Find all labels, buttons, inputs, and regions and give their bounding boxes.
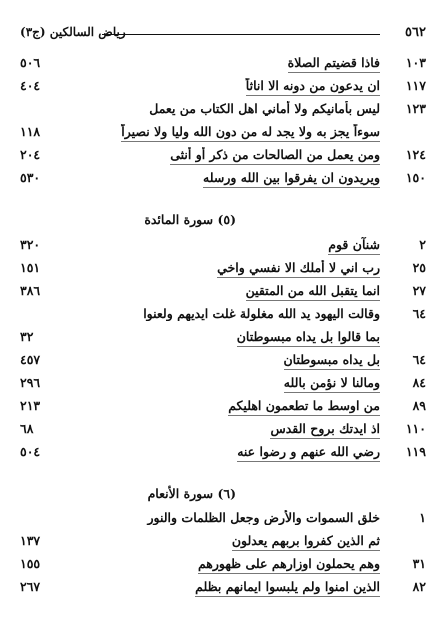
index-row [20,556,426,578]
verse-number: ١٢٣ [405,101,426,116]
verse-text [98,147,380,165]
index-row [20,398,426,420]
verse-number: ١١٩ [405,444,426,459]
section-title [20,212,426,232]
verse-number: ٨٤ [412,375,426,390]
verse-text-content: الذين امنوا ولم يلبسوا ايمانهم بظلم [195,579,380,597]
page-ref: ١١٨ [20,124,41,139]
verse-text [98,101,380,116]
index-row [20,579,426,601]
index-row [20,533,426,555]
index-row [20,421,426,443]
index-row [20,101,426,123]
verse-number: ٢٧ [412,283,426,298]
verse-text-content: رضي الله عنهم و رضوا عنه [237,444,380,462]
verse-text [98,421,380,439]
page-ref: ٣٨٦ [20,283,41,298]
verse-number: ١١٠ [405,421,426,436]
verse-number: ١ [419,510,426,525]
page-number: ٥٦٢ [405,25,426,40]
verse-text [98,444,380,462]
verse-text-content: ثم الذين كفروا بربهم يعدلون [232,533,380,551]
book-title: رياض السالكين (ج٣) [20,25,126,39]
verse-text-content: رب اني لا أملك الا نفسي واخي [217,260,380,278]
verse-number: ٢ [419,237,426,252]
page-header [20,25,426,47]
index-row [20,375,426,397]
verse-number: ٦٤ [412,306,426,321]
page-ref: ١٥١ [20,260,41,275]
verse-text-content: سوءاً يجز به ولا يجد له من دون الله وليا ولا نصيراً [121,124,380,142]
page-ref: ٥٠٦ [20,55,41,70]
index-row [20,306,426,328]
verse-text-content: فاذا قضيتم الصلاة [288,55,380,73]
verse-text [98,533,380,551]
surah-title: (٦) سورة الأنعام [147,486,236,501]
verse-number: ١١٧ [405,78,426,93]
verse-text-content: شنآن قوم [328,237,380,255]
verse-text-content: انما يتقبل الله من المتقين [246,283,380,301]
page-ref: ٣٢ [20,329,34,344]
verse-text-content: ومالنا لا نؤمن بالله [284,375,380,393]
page-ref: ١٥٥ [20,556,41,571]
page-ref: ١٣٧ [20,533,41,548]
verse-text-content: بما قالوا بل يداه مبسوطتان [237,329,380,347]
index-row [20,124,426,146]
index-row [20,260,426,282]
index-row [20,78,426,100]
verse-text [98,237,380,255]
index-row [20,510,426,532]
verse-text-content: وقالت اليهود يد الله مغلولة غلت ايديهم ولعنوا [143,306,380,321]
verse-text [98,260,380,278]
verse-number: ٢٥ [412,260,426,275]
verse-text [98,398,380,416]
verse-text-content: ان يدعون من دونه الا اناثاً [246,78,380,96]
index-row [20,170,426,192]
page-ref: ٢٠٤ [20,147,41,162]
page-ref: ٣٢٠ [20,237,41,252]
page-ref: ٢٦٧ [20,579,41,594]
verse-text-content: ليس بأمانيكم ولا أماني اهل الكتاب من يعمل [149,101,380,116]
verse-text [98,306,380,321]
verse-text [98,329,380,347]
index-row [20,147,426,169]
page-ref: ٥٠٤ [20,444,41,459]
page-ref: ٢٩٦ [20,375,41,390]
page-ref: ٢١٣ [20,398,41,413]
verse-text-content: بل يداه مبسوطتان [284,352,381,370]
verse-number: ١٢٤ [405,147,426,162]
verse-number: ٣١ [412,556,426,571]
verse-text [98,124,380,142]
verse-text [98,283,380,301]
verse-text-content: وهم يحملون اوزارهم على ظهورهم [198,556,380,574]
verse-text [98,55,380,73]
index-row [20,352,426,374]
verse-text-content: خلق السموات والأرض وجعل الظلمات والنور [147,510,380,525]
page-ref: ٤٠٤ [20,78,41,93]
page-ref: ٤٥٧ [20,352,41,367]
index-row [20,444,426,466]
verse-text [98,579,380,597]
page-ref: ٥٣٠ [20,170,41,185]
verse-text [98,556,380,574]
verse-number: ١٠٣ [405,55,426,70]
page-ref: ٦٨ [20,421,34,436]
verse-number: ٨٢ [412,579,426,594]
verse-text [98,352,380,370]
verse-number: ١٥٠ [405,170,426,185]
index-row [20,237,426,259]
header-rule [102,34,380,35]
index-row [20,283,426,305]
verse-number: ٨٩ [412,398,426,413]
section-title [20,486,426,506]
index-row [20,329,426,351]
verse-number: ٦٤ [412,352,426,367]
verse-text-content: اذ ايدتك بروح القدس [270,421,380,439]
verse-text [98,170,380,188]
verse-text [98,375,380,393]
verse-text [98,510,380,525]
verse-text [98,78,380,96]
verse-text-content: ومن يعمل من الصالحات من ذكر أو أنثى [170,147,380,165]
verse-text-content: ويريدون ان يفرقوا بين الله ورسله [203,170,380,188]
surah-title: (٥) سورة المائدة [144,212,236,227]
verse-text-content: من اوسط ما تطعمون اهليكم [228,398,380,416]
index-row [20,55,426,77]
